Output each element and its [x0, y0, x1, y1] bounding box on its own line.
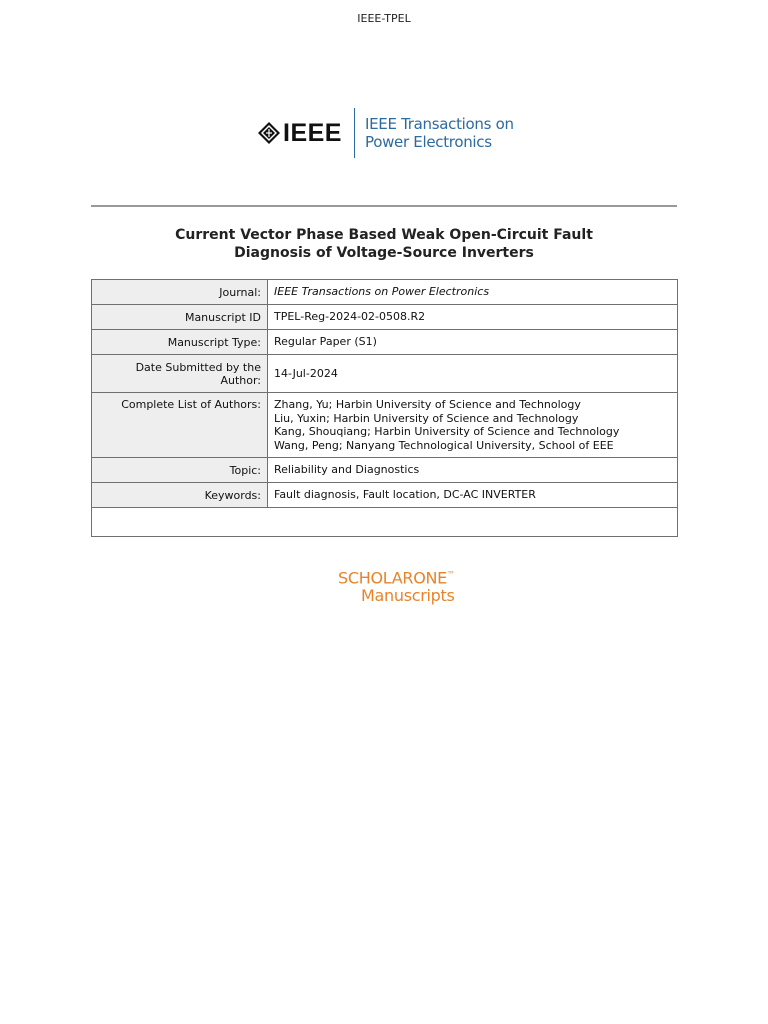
ieee-journal-logo	[258, 106, 514, 160]
author-item: Zhang, Yu; Harbin University of Science and Technology	[274, 398, 581, 411]
table-row-manuscript-id	[92, 305, 678, 330]
author-item: Liu, Yuxin; Harbin University of Science and Technology	[274, 411, 579, 425]
topic-label: Topic:	[92, 458, 268, 483]
keywords-label: Keywords:	[92, 483, 268, 508]
table-row-date-submitted	[92, 355, 678, 393]
manuscript-metadata-table	[91, 279, 678, 537]
scholarone-wordmark	[338, 566, 455, 587]
trademark-symbol: ™	[446, 570, 455, 579]
ieee-wordmark: IEEE	[283, 118, 342, 147]
journal-label: Journal:	[92, 280, 268, 305]
journal-brand-line1: IEEE Transactions on	[364, 115, 514, 133]
manuscript-type-value: Regular Paper (S1)	[268, 330, 678, 355]
ieee-logo	[258, 119, 342, 148]
author-item: Kang, Shouqiang; Harbin University of Science and Technology	[274, 425, 620, 438]
author-item: Wang, Peng; Nanyang Technological University, School of EEE	[274, 438, 614, 452]
manuscripts-word: Manuscripts	[361, 586, 455, 606]
paper-title-line2: Diagnosis of Voltage-Source Inverters	[234, 245, 534, 261]
manuscript-id-value: TPEL-Reg-2024-02-0508.R2	[268, 305, 678, 330]
date-submitted-label	[92, 355, 268, 393]
authors-label: Complete List of Authors:	[92, 393, 268, 458]
authors-value	[268, 393, 678, 458]
horizontal-rule	[91, 205, 677, 207]
topic-value: Reliability and Diagnostics	[268, 458, 678, 483]
ieee-diamond-icon	[258, 122, 280, 144]
keywords-value: Fault diagnosis, Fault location, DC-AC INVERTER	[268, 483, 678, 508]
date-submitted-label-line1: Date Submitted by the	[135, 360, 261, 374]
empty-cell	[92, 508, 678, 537]
table-row-keywords	[92, 483, 678, 508]
journal-brand	[365, 115, 514, 151]
logo-divider	[354, 108, 355, 158]
table-row-authors	[92, 393, 678, 458]
paper-title-line1: Current Vector Phase Based Weak Open-Circuit Fault	[175, 227, 593, 243]
manuscript-id-label: Manuscript ID	[92, 305, 268, 330]
journal-brand-line2: Power Electronics	[364, 133, 492, 151]
date-submitted-value: 14-Jul-2024	[268, 355, 678, 393]
table-row-topic	[92, 458, 678, 483]
table-row-manuscript-type	[92, 330, 678, 355]
paper-title	[91, 226, 677, 262]
running-header: IEEE-TPEL	[357, 12, 411, 25]
scholarone-word: SCHOLARONE	[338, 568, 447, 588]
journal-value: IEEE Transactions on Power Electronics	[268, 280, 678, 305]
scholarone-logo	[338, 566, 455, 605]
table-row-journal	[92, 280, 678, 305]
date-submitted-label-line2: Author:	[220, 373, 261, 387]
manuscript-type-label: Manuscript Type:	[92, 330, 268, 355]
table-row-empty	[92, 508, 678, 537]
